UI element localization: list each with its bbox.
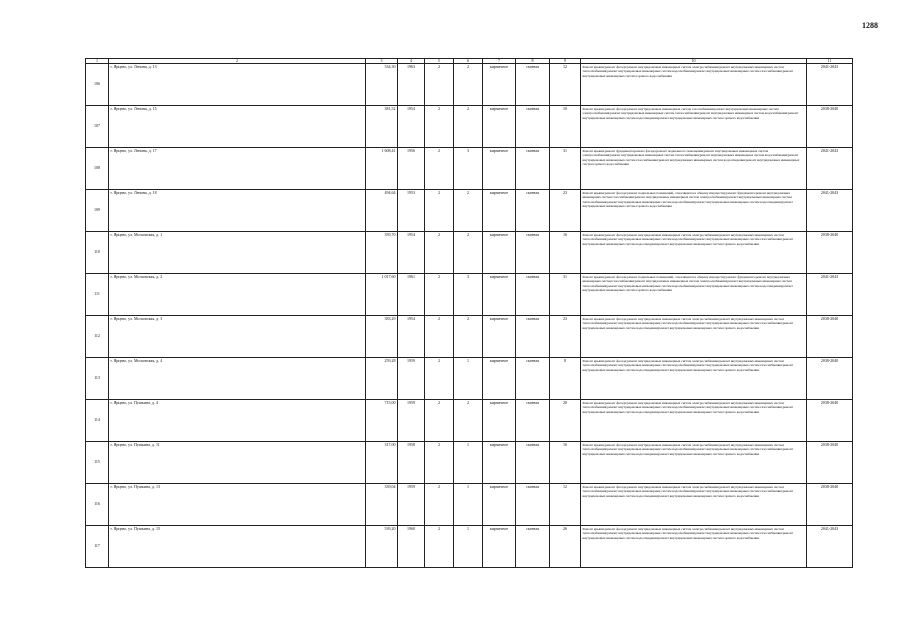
- floors-cell: 2: [425, 148, 454, 190]
- repair-works-cell: Ремонт крыши;ремонт фундамента;ремонт фасада;ремонт подвального помещения;ремонт внутридомовых инженерных систем электроснабжения;ремонт внутридомовых инженерных систем теплоснабжения;ремонт внутридомовых инженерных систем водоснабжения;ремонт внутридомовых инженерных систем газоснабжения;ремонт внутридомовых инженерных систем водоотведения;ремонт внутридомовых инженерных систем горячего водоснабжения: [581, 148, 807, 190]
- capital-repair-table: [85, 58, 853, 568]
- repair-works-cell: Ремонт крыши;ремонт фасада;ремонт внутридомовых инженерных систем газоснабжения;ремонт внутридомовых инженерных систем электроснабжения;ремонт внутридомовых инженерных систем теплоснабжения;ремонт внутридомовых инженерных систем водоснабжения;ремонт внутридомовых инженерных систем водоотведения;ремонт внутридомовых инженерных систем горячего водоснабжения: [581, 106, 807, 148]
- year-cell: 1963: [398, 64, 425, 106]
- repair-period-cell: 2038-2040: [807, 316, 853, 358]
- repair-period-cell: 2038-2040: [807, 358, 853, 400]
- repair-period-cell: 2038-2040: [807, 232, 853, 274]
- repair-period-cell: 2038-2040: [807, 484, 853, 526]
- entrances-cell: 2: [454, 400, 483, 442]
- year-cell: 1959: [398, 358, 425, 400]
- page-number: 1288: [862, 21, 878, 30]
- wall-material-cell: кирпичное: [483, 484, 516, 526]
- area-cell: 1 017,60: [366, 274, 398, 316]
- column-header-4: 4: [398, 59, 425, 64]
- year-cell: 1959: [398, 484, 425, 526]
- repair-works-cell: Ремонт крыши;ремонт фасада;ремонт внутридомовых инженерных систем электроснабжения;ремонт внутридомовых инженерных систем теплоснабжения;ремонт внутридомовых инженерных систем водоснабжения;ремонт внутридомовых инженерных систем газоснабжения;ремонт внутридомовых инженерных систем водоотведения;ремонт внутридомовых инженерных систем горячего водоснабжения: [581, 526, 807, 568]
- repair-works-cell: Ремонт крыши;ремонт фасада;ремонт внутридомовых инженерных систем электроснабжения;ремонт внутридомовых инженерных систем теплоснабжения;ремонт внутридомовых инженерных систем водоснабжения;ремонт внутридомовых инженерных систем газоснабжения;ремонт внутридомовых инженерных систем водоотведения;ремонт внутридомовых инженерных систем горячего водоснабжения: [581, 442, 807, 484]
- year-cell: 1961: [398, 274, 425, 316]
- repair-works-cell: Ремонт крыши;ремонт фасада;ремонт внутридомовых инженерных систем электроснабжения;ремонт внутридомовых инженерных систем теплоснабжения;ремонт внутридомовых инженерных систем водоснабжения;ремонт внутридомовых инженерных систем газоснабжения;ремонт внутридомовых инженерных систем водоотведения;ремонт внутридомовых инженерных систем горячего водоснабжения: [581, 316, 807, 358]
- area-cell: 359,70: [366, 232, 398, 274]
- roof-type-cell: скатная: [516, 274, 550, 316]
- roof-type-cell: скатная: [516, 64, 550, 106]
- row-number: 108: [86, 148, 109, 190]
- column-header-11: 11: [807, 59, 853, 64]
- wall-material-cell: кирпичное: [483, 316, 516, 358]
- year-cell: 1958: [398, 442, 425, 484]
- column-header-9: 9: [550, 59, 581, 64]
- table-row: [86, 316, 853, 358]
- roof-type-cell: скатная: [516, 442, 550, 484]
- year-cell: 1960: [398, 526, 425, 568]
- apartments-cell: 8: [550, 358, 581, 400]
- repair-period-cell: 2038-2040: [807, 442, 853, 484]
- table-row: [86, 64, 853, 106]
- wall-material-cell: кирпичное: [483, 106, 516, 148]
- column-header-3: 3: [366, 59, 398, 64]
- year-cell: 1954: [398, 232, 425, 274]
- wall-material-cell: кирпичное: [483, 358, 516, 400]
- row-number: 113: [86, 358, 109, 400]
- area-cell: 539,20: [366, 526, 398, 568]
- apartments-cell: 23: [550, 316, 581, 358]
- entrances-cell: 2: [454, 190, 483, 232]
- floors-cell: 2: [425, 106, 454, 148]
- apartments-cell: 31: [550, 274, 581, 316]
- address-cell: г. Ярцево, ул. Московская, д. 1: [109, 232, 366, 274]
- entrances-cell: 3: [454, 148, 483, 190]
- roof-type-cell: скатная: [516, 484, 550, 526]
- repair-period-cell: 2041-2043: [807, 274, 853, 316]
- floors-cell: 2: [425, 232, 454, 274]
- year-cell: 1954: [398, 106, 425, 148]
- apartments-cell: 23: [550, 190, 581, 232]
- table-row: [86, 232, 853, 274]
- address-cell: г. Ярцево, ул. Московская, д. 3: [109, 316, 366, 358]
- area-cell: 383,29: [366, 316, 398, 358]
- entrances-cell: 1: [454, 358, 483, 400]
- roof-type-cell: скатная: [516, 148, 550, 190]
- apartments-cell: 31: [550, 148, 581, 190]
- area-cell: 339,04: [366, 484, 398, 526]
- area-cell: 494,64: [366, 190, 398, 232]
- year-cell: 1956: [398, 148, 425, 190]
- address-cell: г. Ярцево, ул. Пушкина, д. 11: [109, 442, 366, 484]
- entrances-cell: 2: [454, 64, 483, 106]
- roof-type-cell: скатная: [516, 106, 550, 148]
- apartments-cell: 10: [550, 106, 581, 148]
- row-number: 116: [86, 484, 109, 526]
- floors-cell: 2: [425, 190, 454, 232]
- column-header-7: 7: [483, 59, 516, 64]
- address-cell: г. Ярцево, ул. Ленина, д. 17: [109, 148, 366, 190]
- column-header-10: 10: [581, 59, 807, 64]
- apartments-cell: 20: [550, 400, 581, 442]
- repair-works-cell: Ремонт крыши;ремонт фасада;ремонт внутридомовых инженерных систем электроснабжения;ремонт внутридомовых инженерных систем теплоснабжения;ремонт внутридомовых инженерных систем водоснабжения;ремонт внутридомовых инженерных систем газоснабжения;ремонт внутридомовых инженерных систем водоотведения;ремонт внутридомовых инженерных систем горячего водоснабжения: [581, 400, 807, 442]
- wall-material-cell: кирпичное: [483, 148, 516, 190]
- row-number: 111: [86, 274, 109, 316]
- repair-period-cell: 2041-2043: [807, 526, 853, 568]
- address-cell: г. Ярцево, ул. Московская, д. 2: [109, 274, 366, 316]
- area-cell: 317,00: [366, 442, 398, 484]
- entrances-cell: 1: [454, 484, 483, 526]
- roof-type-cell: скатная: [516, 232, 550, 274]
- address-cell: г. Ярцево, ул. Ленина, д. 13: [109, 64, 366, 106]
- wall-material-cell: кирпичное: [483, 442, 516, 484]
- floors-cell: 2: [425, 484, 454, 526]
- roof-type-cell: скатная: [516, 358, 550, 400]
- roof-type-cell: скатная: [516, 316, 550, 358]
- apartments-cell: 12: [550, 64, 581, 106]
- address-cell: г. Ярцево, ул. Московская, д. 4: [109, 358, 366, 400]
- table-row: [86, 190, 853, 232]
- wall-material-cell: кирпичное: [483, 64, 516, 106]
- floors-cell: 2: [425, 316, 454, 358]
- area-cell: 259,28: [366, 358, 398, 400]
- repair-period-cell: 2041-2043: [807, 148, 853, 190]
- wall-material-cell: кирпичное: [483, 400, 516, 442]
- address-cell: г. Ярцево, ул. Ленина, д. 18: [109, 190, 366, 232]
- repair-works-cell: Ремонт крыши;ремонт фасада;ремонт внутридомовых инженерных систем электроснабжения;ремонт внутридомовых инженерных систем теплоснабжения;ремонт внутридомовых инженерных систем водоснабжения;ремонт внутридомовых инженерных систем газоснабжения;ремонт внутридомовых инженерных систем водоотведения;ремонт внутридомовых инженерных систем горячего водоснабжения: [581, 484, 807, 526]
- row-number: 114: [86, 400, 109, 442]
- row-number: 115: [86, 442, 109, 484]
- repair-period-cell: 2038-2040: [807, 106, 853, 148]
- table-row: [86, 274, 853, 316]
- row-number: 112: [86, 316, 109, 358]
- repair-period-cell: 2041-2043: [807, 64, 853, 106]
- repair-period-cell: 2041-2043: [807, 190, 853, 232]
- wall-material-cell: кирпичное: [483, 190, 516, 232]
- apartments-cell: 26: [550, 526, 581, 568]
- entrances-cell: 2: [454, 232, 483, 274]
- repair-works-cell: Ремонт крыши;ремонт фасада;ремонт внутридомовых инженерных систем электроснабжения;ремонт внутридомовых инженерных систем теплоснабжения;ремонт внутридомовых инженерных систем водоснабжения;ремонт внутридомовых инженерных систем газоснабжения;ремонт внутридомовых инженерных систем водоотведения;ремонт внутридомовых инженерных систем горячего водоснабжения: [581, 232, 807, 274]
- table-body: [86, 64, 853, 568]
- table-row: [86, 400, 853, 442]
- roof-type-cell: скатная: [516, 526, 550, 568]
- roof-type-cell: скатная: [516, 400, 550, 442]
- address-cell: г. Ярцево, ул. Ленина, д. 15: [109, 106, 366, 148]
- column-header-2: 2: [109, 59, 366, 64]
- year-cell: 1954: [398, 316, 425, 358]
- table-row: [86, 442, 853, 484]
- row-number: 107: [86, 106, 109, 148]
- address-cell: г. Ярцево, ул. Пушкина, д. 13: [109, 484, 366, 526]
- area-cell: 334,30: [366, 64, 398, 106]
- row-number: 109: [86, 190, 109, 232]
- row-number: 110: [86, 232, 109, 274]
- year-cell: 1959: [398, 400, 425, 442]
- entrances-cell: 2: [454, 316, 483, 358]
- apartments-cell: 16: [550, 232, 581, 274]
- row-number: 117: [86, 526, 109, 568]
- area-cell: 715,00: [366, 400, 398, 442]
- column-header-1: 1: [86, 59, 109, 64]
- table-row: [86, 358, 853, 400]
- entrances-cell: 1: [454, 442, 483, 484]
- area-cell: 381,52: [366, 106, 398, 148]
- apartments-cell: 16: [550, 442, 581, 484]
- repair-works-cell: Ремонт крыши;ремонт фасада;ремонт внутридомовых инженерных систем электроснабжения;ремонт внутридомовых инженерных систем теплоснабжения;ремонт внутридомовых инженерных систем водоснабжения;ремонт внутридомовых инженерных систем газоснабжения;ремонт внутридомовых инженерных систем горячего водоснабжения: [581, 64, 807, 106]
- address-cell: г. Ярцево, ул. Пушкина, д. 15: [109, 526, 366, 568]
- table-row: [86, 106, 853, 148]
- address-cell: г. Ярцево, ул. Пушкина, д. 4: [109, 400, 366, 442]
- area-cell: 1 608,41: [366, 148, 398, 190]
- entrances-cell: 2: [454, 106, 483, 148]
- table-row: [86, 484, 853, 526]
- year-cell: 1953: [398, 190, 425, 232]
- column-header-5: 5: [425, 59, 454, 64]
- column-header-6: 6: [454, 59, 483, 64]
- entrances-cell: 3: [454, 274, 483, 316]
- repair-works-cell: Ремонт крыши;ремонт фасада;ремонт подвальных помещений, относящихся к общему имуществу;ремонт фундамента;ремонт внутридомовых инженерных систем газоснабжения;ремонт внутридомовых инженерных систем электроснабжения;ремонт внутридомовых инженерных систем теплоснабжения;ремонт внутридомовых инженерных систем водоснабжения;ремонт внутридомовых инженерных систем водоотведения;ремонт внутридомовых инженерных систем горячего водоснабжения: [581, 190, 807, 232]
- wall-material-cell: кирпичное: [483, 232, 516, 274]
- floors-cell: 2: [425, 400, 454, 442]
- table-row: [86, 526, 853, 568]
- floors-cell: 2: [425, 64, 454, 106]
- row-number: 106: [86, 64, 109, 106]
- floors-cell: 2: [425, 526, 454, 568]
- floors-cell: 2: [425, 274, 454, 316]
- apartments-cell: 12: [550, 484, 581, 526]
- floors-cell: 2: [425, 442, 454, 484]
- table-row: [86, 148, 853, 190]
- column-header-8: 8: [516, 59, 550, 64]
- repair-works-cell: Ремонт крыши;ремонт фасада;ремонт внутридомовых инженерных систем электроснабжения;ремонт внутридомовых инженерных систем теплоснабжения;ремонт внутридомовых инженерных систем водоснабжения;ремонт внутридомовых инженерных систем газоснабжения;ремонт внутридомовых инженерных систем водоотведения;ремонт внутридомовых инженерных систем горячего водоснабжения: [581, 358, 807, 400]
- floors-cell: 2: [425, 358, 454, 400]
- roof-type-cell: скатная: [516, 190, 550, 232]
- wall-material-cell: кирпичное: [483, 526, 516, 568]
- repair-works-cell: Ремонт крыши;ремонт фасада;ремонт подвальных помещений, относящихся к общему имуществу;ремонт фундамента;ремонт внутридомовых инженерных систем газоснабжения;ремонт внутридомовых инженерных систем электроснабжения;ремонт внутридомовых инженерных систем теплоснабжения;ремонт внутридомовых инженерных систем водоснабжения;ремонт внутридомовых инженерных систем водоотведения;ремонт внутридомовых инженерных систем горячего водоснабжения: [581, 274, 807, 316]
- wall-material-cell: кирпичное: [483, 274, 516, 316]
- repair-period-cell: 2038-2040: [807, 400, 853, 442]
- entrances-cell: 1: [454, 526, 483, 568]
